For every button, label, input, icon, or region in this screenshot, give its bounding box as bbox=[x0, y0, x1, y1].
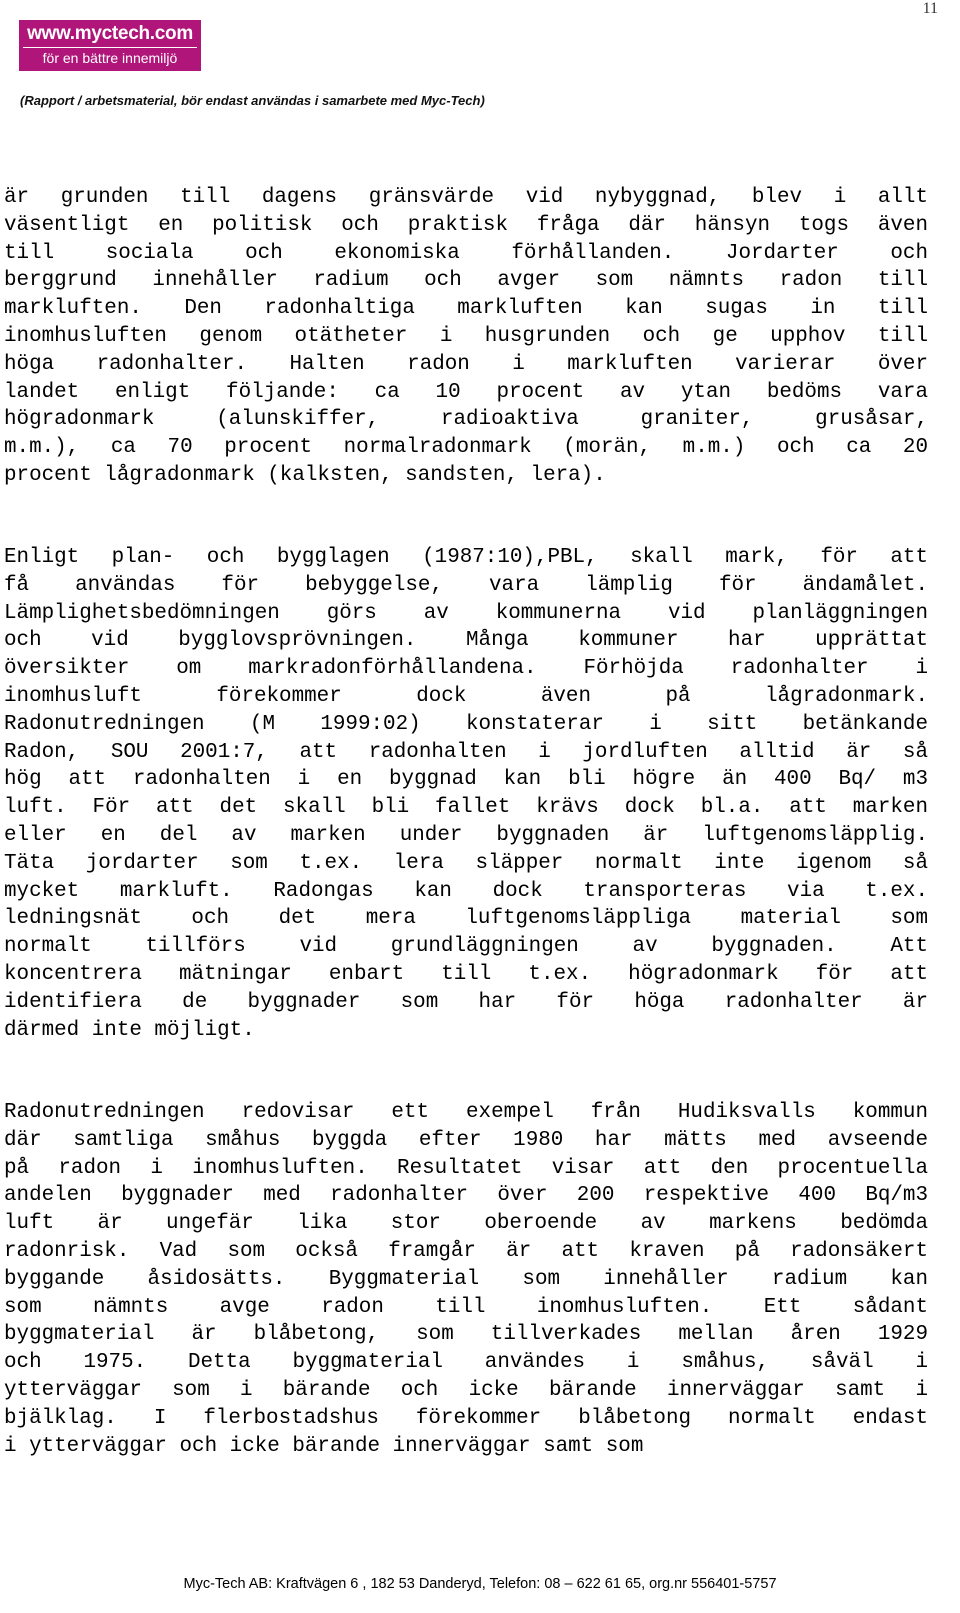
text-line: normalt tillförs vid grundläggningen av byggnaden. Att bbox=[4, 935, 928, 959]
text-line: därmed inte möjligt. bbox=[4, 1018, 255, 1042]
logo-url-text: www.myctech.com bbox=[27, 23, 193, 44]
paragraph-planning-law bbox=[4, 544, 928, 1044]
text-line: där samtliga småhus byggda efter 1980 har mätts med avseende bbox=[4, 1128, 928, 1152]
text-line: Radon, SOU 2001:7, att radonhalten i jordluften alltid är så bbox=[4, 740, 928, 764]
text-line: berggrund innehåller radium och avger som nämnts radon till bbox=[4, 269, 928, 293]
text-line: luft är ungefär lika stor oberoende av markens bedömda bbox=[4, 1212, 928, 1236]
text-line: Radonutredningen (M 1999:02) konstaterar i sitt betänkande bbox=[4, 712, 928, 736]
paragraph-hudiksvall-example bbox=[4, 1099, 928, 1460]
myctech-logo bbox=[19, 20, 201, 71]
text-line: markluften. Den radonhaltiga markluften kan sugas in till bbox=[4, 297, 928, 321]
text-line: ledningsnät och det mera luftgenomsläppliga material som bbox=[4, 907, 928, 931]
footer-company-info: Myc-Tech AB: Kraftvägen 6 , 182 53 Danderyd, Telefon: 08 – 622 61 65, org.nr 556401-5757 bbox=[183, 1576, 777, 1592]
text-line: ytterväggar som i bärande och icke bärande innerväggar samt i bbox=[4, 1378, 928, 1402]
text-line: hög att radonhalten i en byggnad kan bli högre än 400 Bq/ m3 bbox=[4, 768, 928, 792]
text-line: på radon i inomhusluften. Resultatet visar att den procentuella bbox=[4, 1156, 928, 1180]
text-line: landet enligt följande: ca 10 procent av ytan bedöms vara bbox=[4, 380, 928, 404]
text-line: inomhusluft förekommer dock även på lågradonmark. bbox=[4, 684, 928, 708]
text-line: och vid bygglovsprövningen. Många kommuner har upprättat bbox=[4, 629, 928, 653]
text-line: Täta jordarter som t.ex. lera släpper normalt inte igenom så bbox=[4, 851, 928, 875]
text-line: i ytterväggar och icke bärande innerväggar samt som bbox=[4, 1434, 644, 1458]
text-line: få användas för bebyggelse, vara lämplig för ändamålet. bbox=[4, 573, 928, 597]
text-line: luft. För att det skall bli fallet krävs dock bl.a. att marken bbox=[4, 796, 928, 820]
text-line: eller en del av marken under byggnaden är luftgenomsläpplig. bbox=[4, 823, 928, 847]
text-line: inomhusluften genom otätheter i husgrunden och ge upphov till bbox=[4, 324, 928, 348]
text-line: är grunden till dagens gränsvärde vid nybyggnad, blev i allt bbox=[4, 186, 928, 209]
text-line: byggmaterial är blåbetong, som tillverkades mellan åren 1929 bbox=[4, 1323, 928, 1347]
text-line: identifiera de byggnader som har för höga radonhalter är bbox=[4, 990, 928, 1014]
paragraph-radon-ground bbox=[4, 184, 928, 490]
text-line: andelen byggnader med radonhalter över 200 respektive 400 Bq/m3 bbox=[4, 1184, 928, 1208]
report-note: (Rapport / arbetsmaterial, bör endast användas i samarbete med Myc-Tech) bbox=[20, 93, 485, 108]
logo-tagline: för en bättre innemiljö bbox=[42, 50, 178, 66]
text-line: Enligt plan- och bygglagen (1987:10),PBL, skall mark, för att bbox=[4, 546, 928, 569]
text-line: och 1975. Detta byggmaterial användes i småhus, såväl i bbox=[4, 1351, 928, 1375]
text-line: Radonutredningen redovisar ett exempel från Hudiksvalls kommun bbox=[4, 1101, 928, 1124]
page-number: 11 bbox=[922, 0, 938, 17]
text-line: till sociala och ekonomiska förhållanden. Jordarter och bbox=[4, 241, 928, 265]
text-line: mycket markluft. Radongas kan dock transporteras via t.ex. bbox=[4, 879, 928, 903]
text-line: översikter om markradonförhållandena. Förhöjda radonhalter i bbox=[4, 657, 928, 681]
text-line: radonrisk. Vad som också framgår är att kraven på radonsäkert bbox=[4, 1239, 928, 1263]
text-line: bjälklag. I flerbostadshus förekommer blåbetong normalt endast bbox=[4, 1406, 928, 1430]
text-line: höga radonhalter. Halten radon i markluften varierar över bbox=[4, 352, 928, 376]
text-line: som nämnts avge radon till inomhusluften. Ett sådant bbox=[4, 1295, 928, 1319]
text-line: byggande åsidosätts. Byggmaterial som innehåller radium kan bbox=[4, 1267, 928, 1291]
text-line: m.m.), ca 70 procent normalradonmark (morän, m.m.) och ca 20 bbox=[4, 436, 928, 460]
text-line: väsentligt en politisk och praktisk fråga där hänsyn togs även bbox=[4, 213, 928, 237]
text-line: Lämplighetsbedömningen görs av kommunerna vid planläggningen bbox=[4, 601, 928, 625]
text-line: högradonmark (alunskiffer, radioaktiva graniter, grusåsar, bbox=[4, 408, 928, 432]
text-line: koncentrera mätningar enbart till t.ex. högradonmark för att bbox=[4, 962, 928, 986]
text-line: procent lågradonmark (kalksten, sandsten, lera). bbox=[4, 463, 606, 487]
